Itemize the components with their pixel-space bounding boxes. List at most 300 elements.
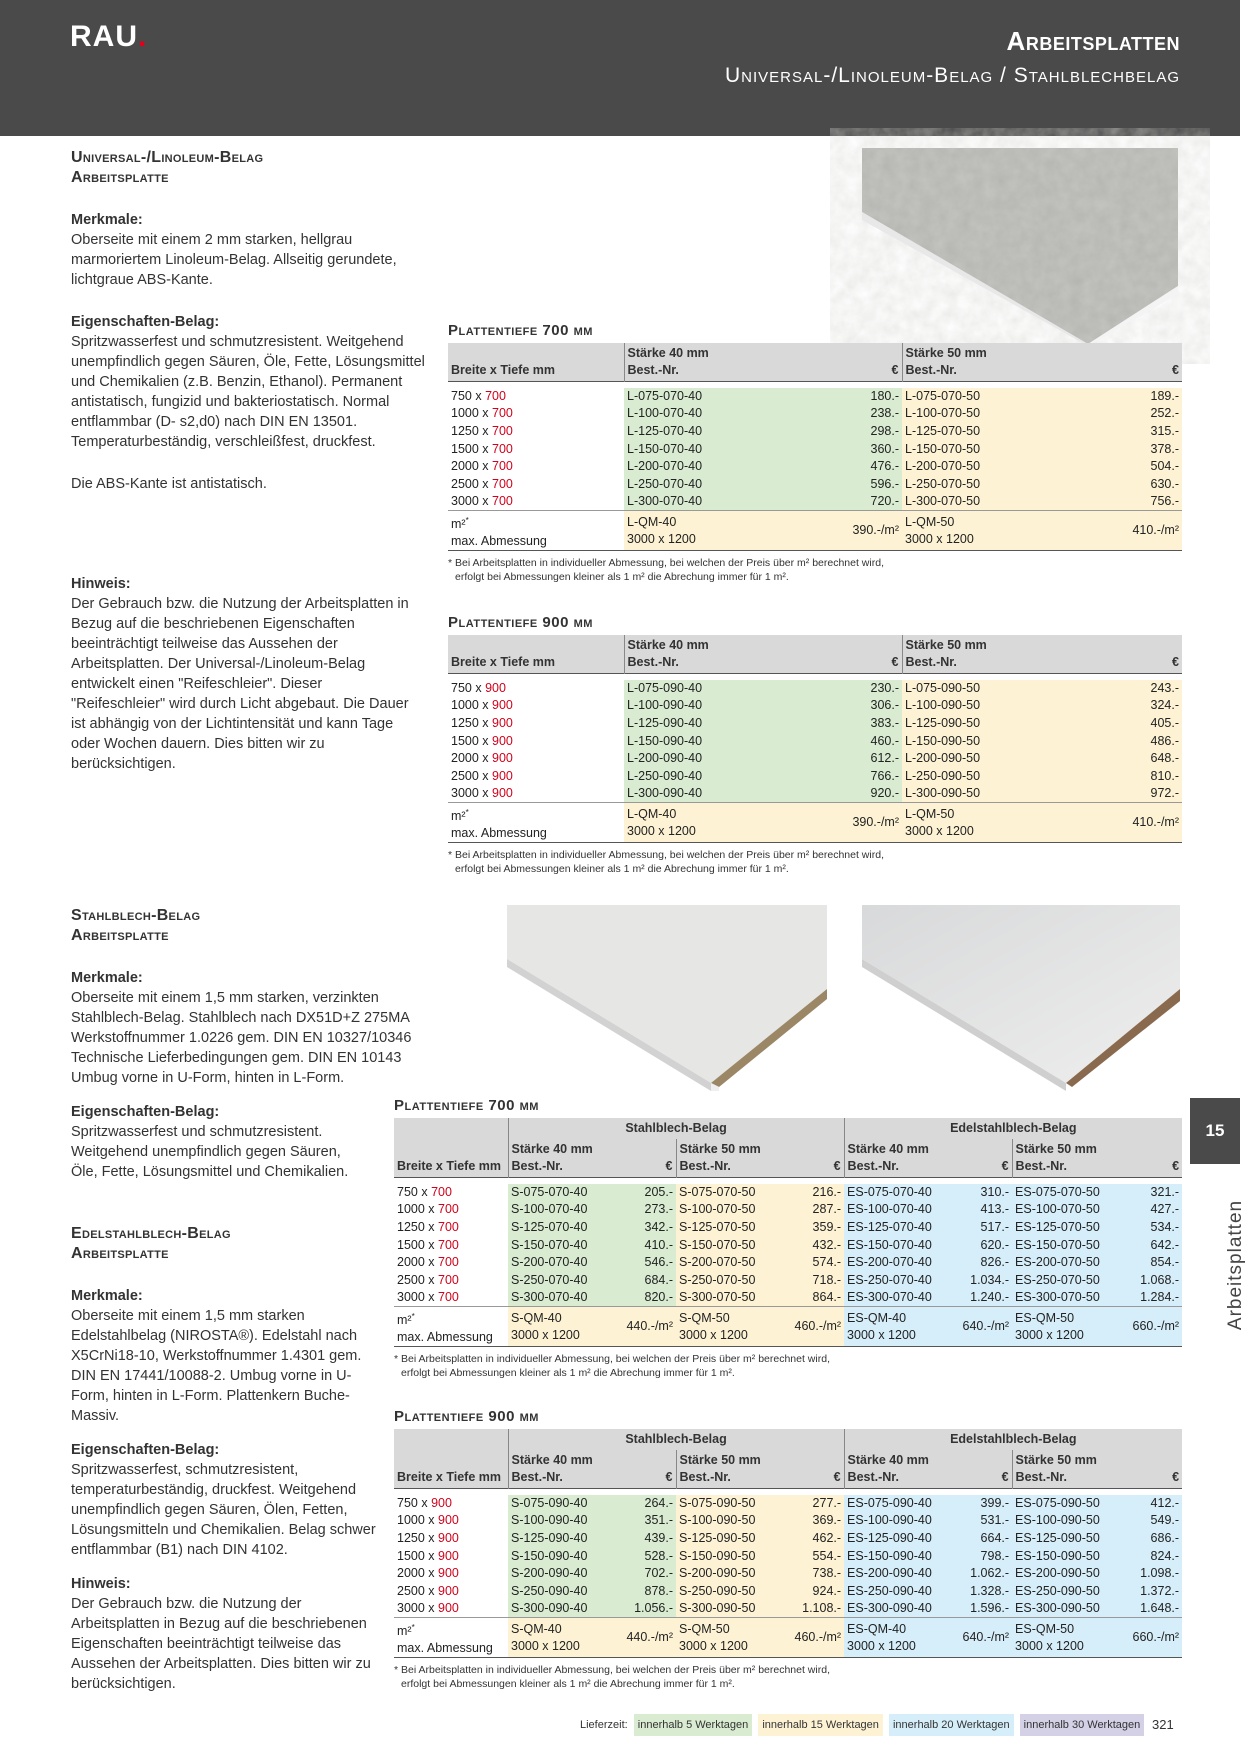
order-number: ES-125-090-50 (1012, 1530, 1120, 1548)
edel-eig-text: Spritzwasserfest, schmutzresistent, temperaturbeständig, druckfest. Weitgehend unempfindlich gegen Säuren, Ölen, Fetten, Lösungsmitteln und Chemikalien. Belag schwer entflammbar (B1) nach DIN 4102. (71, 1462, 376, 1558)
col-s40: Stärke 40 mm (627, 638, 709, 652)
table-row (448, 405, 1182, 423)
group-stahl: Stahlblech-Belag (508, 1118, 844, 1139)
price: 230.- (772, 680, 902, 698)
price: 427.- (1120, 1201, 1182, 1219)
width-value: 1250 (451, 715, 479, 730)
width-value: 1500 (451, 733, 479, 748)
order-number: S-200-070-40 (508, 1254, 616, 1272)
order-number: L-200-070-50 (902, 458, 1078, 476)
qm-row (394, 1307, 1182, 1347)
col-eur: € (1078, 343, 1182, 382)
order-number: S-150-070-50 (676, 1236, 784, 1254)
width-value: 1500 (397, 1548, 425, 1563)
qm-label: m²* max. Abmessung (448, 511, 624, 551)
width-value: 750 (451, 388, 472, 403)
depth-value: 700 (438, 1290, 459, 1305)
order-number: L-100-070-40 (624, 405, 772, 423)
stahl-title: Stahlblech-Belag Arbeitsplatte (71, 907, 201, 944)
qm-price: 640.-/m² (952, 1307, 1012, 1347)
depth-value: 700 (492, 459, 513, 474)
col-eur: € (784, 1139, 844, 1178)
size-cell: 1250 x 700 (397, 1219, 459, 1234)
col-eur: € (1078, 635, 1182, 674)
price: 1.372.- (1120, 1582, 1182, 1600)
stahl-table-900 (394, 1408, 1182, 1691)
linoleum-description (71, 148, 431, 494)
col-eur: € (952, 1450, 1012, 1489)
price: 826.- (952, 1254, 1012, 1272)
price: 574.- (784, 1254, 844, 1272)
price: 612.- (772, 750, 902, 768)
order-number: ES-300-090-40 (844, 1600, 952, 1618)
order-number: L-250-070-40 (624, 475, 772, 493)
qm-price: 390.-/m² (772, 803, 902, 843)
order-number: ES-100-070-40 (844, 1201, 952, 1219)
stahl-merkmale-label: Merkmale: (71, 970, 143, 986)
table-row (394, 1254, 1182, 1272)
width-value: 1250 (397, 1530, 425, 1545)
order-number: L-200-090-50 (902, 750, 1078, 768)
depth-value: 700 (431, 1184, 452, 1199)
depth-value: 900 (438, 1530, 459, 1545)
order-number: ES-250-070-40 (844, 1271, 952, 1289)
price: 205.- (616, 1184, 676, 1202)
depth-value: 700 (485, 388, 506, 403)
size-cell: 750 x 900 (451, 680, 506, 695)
price: 252.- (1078, 405, 1182, 423)
depth-value: 900 (492, 698, 513, 713)
order-number: S-200-090-50 (676, 1565, 784, 1583)
order-number: L-100-070-50 (902, 405, 1078, 423)
price: 238.- (772, 405, 902, 423)
order-number: S-300-090-40 (508, 1600, 616, 1618)
stahl-eig-label: Eigenschaften-Belag: (71, 1104, 220, 1120)
order-number: S-250-070-50 (676, 1271, 784, 1289)
price: 369.- (784, 1512, 844, 1530)
table-row (394, 1289, 1182, 1307)
qm-order-cell: ES-QM-40 3000 x 1200 (844, 1618, 952, 1658)
qm-price: 660.-/m² (1120, 1618, 1182, 1658)
price: 596.- (772, 475, 902, 493)
price: 243.- (1078, 680, 1182, 698)
depth-value: 900 (492, 715, 513, 730)
qm-order-cell: S-QM-50 3000 x 1200 (676, 1307, 784, 1347)
order-number: S-075-070-50 (676, 1184, 784, 1202)
order-number: L-100-090-50 (902, 697, 1078, 715)
qm-price: 460.-/m² (784, 1307, 844, 1347)
width-value: 2500 (451, 768, 479, 783)
col-eur: € (772, 635, 902, 674)
table-row (448, 423, 1182, 441)
edel-description (71, 1224, 391, 1694)
qm-price: 410.-/m² (1078, 803, 1182, 843)
qm-label: m²* max. Abmessung (448, 803, 624, 843)
table-row (448, 440, 1182, 458)
col-best: Best.-Nr. (847, 1470, 899, 1484)
order-number: ES-200-070-40 (844, 1254, 952, 1272)
linoleum-board-image (858, 148, 1182, 346)
order-number: ES-150-070-50 (1012, 1236, 1120, 1254)
group-edel: Edelstahlblech-Belag (844, 1118, 1182, 1139)
price: 321.- (1120, 1184, 1182, 1202)
order-number: L-075-090-50 (902, 680, 1078, 698)
price: 476.- (772, 458, 902, 476)
order-number: S-250-090-50 (676, 1582, 784, 1600)
order-number: L-300-070-40 (624, 493, 772, 511)
delivery-chip-30: innerhalb 30 Werktagen (1020, 1714, 1145, 1736)
price: 1.062.- (952, 1565, 1012, 1583)
price: 664.- (952, 1530, 1012, 1548)
qm-row (394, 1618, 1182, 1658)
delivery-chip-5: innerhalb 5 Werktagen (634, 1714, 752, 1736)
table-row (394, 1582, 1182, 1600)
depth-value: 900 (492, 768, 513, 783)
edel-hinweis-text: Der Gebrauch bzw. die Nutzung der Arbeitsplatten in Bezug auf die beschriebenen Eigenschaften beeinträchtigt teilweise das Aussehen der Arbeitsplatten. Dies bitten wir zu berücksichtigen. (71, 1596, 371, 1692)
col-best: Best.-Nr. (679, 1470, 731, 1484)
footnote: * Bei Arbeitsplatten in individueller Abmessung, bei welchen der Preis über m² berechnet wird, erfolgt bei Abmessungen kleiner als 1 m² die Abrechung immer für 1 m². (448, 849, 884, 876)
price: 686.- (1120, 1530, 1182, 1548)
order-number: ES-200-090-40 (844, 1565, 952, 1583)
order-number: ES-075-070-50 (1012, 1184, 1120, 1202)
stahl-table-700 (394, 1097, 1182, 1380)
qm-order-cell: L-QM-40 3000 x 1200 (624, 803, 772, 843)
price: 1.596.- (952, 1600, 1012, 1618)
price: 864.- (784, 1289, 844, 1307)
table-row (394, 1219, 1182, 1237)
order-number: ES-200-090-50 (1012, 1565, 1120, 1583)
price: 378.- (1078, 440, 1182, 458)
col-s40: Stärke 40 mm (847, 1453, 929, 1467)
qm-order-cell: L-QM-40 3000 x 1200 (624, 511, 772, 551)
order-number: S-125-070-40 (508, 1219, 616, 1237)
order-number: S-125-070-50 (676, 1219, 784, 1237)
price: 620.- (952, 1236, 1012, 1254)
col-s40: Stärke 40 mm (847, 1142, 929, 1156)
col-s40: Stärke 40 mm (511, 1142, 593, 1156)
linoleum-hinweis-label: Hinweis: (71, 576, 131, 592)
size-cell: 1250 x 900 (451, 715, 513, 730)
price: 315.- (1078, 423, 1182, 441)
price: 1.098.- (1120, 1565, 1182, 1583)
linoleum-eig-label: Eigenschaften-Belag: (71, 314, 220, 330)
table-row (448, 785, 1182, 803)
order-number: S-300-070-50 (676, 1289, 784, 1307)
price: 306.- (772, 697, 902, 715)
linoleum-merkmale-label: Merkmale: (71, 212, 143, 228)
size-cell: 2500 x 700 (397, 1272, 459, 1287)
depth-value: 900 (492, 751, 513, 766)
qm-price: 440.-/m² (616, 1307, 676, 1347)
depth-value: 900 (438, 1548, 459, 1563)
table-row (394, 1271, 1182, 1289)
size-cell: 750 x 700 (451, 388, 506, 403)
order-number: ES-300-070-50 (1012, 1289, 1120, 1307)
price: 298.- (772, 423, 902, 441)
price: 412.- (1120, 1495, 1182, 1513)
col-best: Best.-Nr. (511, 1159, 563, 1173)
depth-value: 700 (438, 1202, 459, 1217)
depth-value: 900 (485, 680, 506, 695)
col-eur: € (784, 1450, 844, 1489)
qm-order-cell: S-QM-40 3000 x 1200 (508, 1307, 616, 1347)
price: 413.- (952, 1201, 1012, 1219)
order-number: L-100-090-40 (624, 697, 772, 715)
size-cell: 3000 x 700 (397, 1290, 459, 1305)
qm-price: 390.-/m² (772, 511, 902, 551)
width-value: 1000 (451, 698, 479, 713)
order-number: ES-125-070-50 (1012, 1219, 1120, 1237)
table-row (448, 388, 1182, 406)
size-cell: 2000 x 700 (451, 459, 513, 474)
order-number: ES-200-070-50 (1012, 1254, 1120, 1272)
order-number: ES-250-070-50 (1012, 1271, 1120, 1289)
width-value: 2000 (451, 459, 479, 474)
depth-value: 700 (492, 406, 513, 421)
price: 342.- (616, 1219, 676, 1237)
width-value: 2000 (397, 1566, 425, 1581)
table-row (448, 750, 1182, 768)
stahl-eig-text: Spritzwasserfest und schmutzresistent. Weitgehend unempfindlich gegen Säuren, Öle, Fette, Lösungsmittel und Chemikalien. (71, 1124, 349, 1180)
qm-order-cell: L-QM-50 3000 x 1200 (902, 803, 1078, 843)
col-best: Best.-Nr. (1015, 1159, 1067, 1173)
qm-order-cell: L-QM-50 3000 x 1200 (902, 511, 1078, 551)
col-eur: € (772, 343, 902, 382)
order-number: S-100-070-50 (676, 1201, 784, 1219)
col-eur: € (952, 1139, 1012, 1178)
qm-label: m²* max. Abmessung (394, 1618, 508, 1658)
price: 854.- (1120, 1254, 1182, 1272)
width-value: 2500 (397, 1583, 425, 1598)
price: 287.- (784, 1201, 844, 1219)
size-cell: 1250 x 900 (397, 1530, 459, 1545)
price: 554.- (784, 1547, 844, 1565)
price: 1.068.- (1120, 1271, 1182, 1289)
order-number: L-300-090-40 (624, 785, 772, 803)
col-size: Breite x Tiefe mm (448, 635, 624, 674)
delivery-label: Lieferzeit: (580, 1719, 628, 1731)
depth-value: 900 (438, 1566, 459, 1581)
price: 383.- (772, 715, 902, 733)
price: 820.- (616, 1289, 676, 1307)
size-cell: 1000 x 700 (451, 406, 513, 421)
table-row (394, 1236, 1182, 1254)
size-cell: 3000 x 900 (397, 1601, 459, 1616)
delivery-chip-20: innerhalb 20 Werktagen (889, 1714, 1014, 1736)
footnote: * Bei Arbeitsplatten in individueller Abmessung, bei welchen der Preis über m² berechnet wird, erfolgt bei Abmessungen kleiner als 1 m² die Abrechung immer für 1 m². (394, 1353, 830, 1380)
col-best: Best.-Nr. (1015, 1470, 1067, 1484)
order-number: ES-075-090-50 (1012, 1495, 1120, 1513)
col-best: Best.-Nr. (627, 363, 679, 377)
price: 810.- (1078, 767, 1182, 785)
price: 486.- (1078, 732, 1182, 750)
size-cell: 2000 x 900 (397, 1566, 459, 1581)
order-number: S-250-070-40 (508, 1271, 616, 1289)
qm-price: 660.-/m² (1120, 1307, 1182, 1347)
width-value: 3000 (397, 1601, 425, 1616)
price: 189.- (1078, 388, 1182, 406)
price: 1.284.- (1120, 1289, 1182, 1307)
order-number: S-100-090-50 (676, 1512, 784, 1530)
order-number: L-150-090-50 (902, 732, 1078, 750)
edel-merkmale-text: Oberseite mit einem 1,5 mm starken Edelstahlbelag (NIROSTA®). Edelstahl nach X5CrNi18-10, Werkstoffnummer 1.4301 gem. DIN EN 17441/10088-2. Umbug vorne in U-Form, hinten in L-Form. Plattenkern Buche-Massiv. (71, 1308, 362, 1424)
price: 399.- (952, 1495, 1012, 1513)
order-number: ES-250-090-40 (844, 1582, 952, 1600)
col-size: Breite x Tiefe mm (394, 1450, 508, 1489)
order-number: S-250-090-40 (508, 1582, 616, 1600)
col-best: Best.-Nr. (847, 1159, 899, 1173)
col-eur: € (1120, 1450, 1182, 1489)
width-value: 3000 (397, 1290, 425, 1305)
price: 756.- (1078, 493, 1182, 511)
footnote: * Bei Arbeitsplatten in individueller Abmessung, bei welchen der Preis über m² berechnet wird, erfolgt bei Abmessungen kleiner als 1 m² die Abrechung immer für 1 m². (448, 557, 884, 584)
price: 702.- (616, 1565, 676, 1583)
group-edel: Edelstahlblech-Belag (844, 1429, 1182, 1450)
col-s50: Stärke 50 mm (905, 346, 987, 360)
price: 924.- (784, 1582, 844, 1600)
qm-order-cell: ES-QM-50 3000 x 1200 (1012, 1618, 1120, 1658)
chapter-vertical-label: Arbeitsplatten (1225, 1199, 1246, 1331)
order-number: ES-100-090-40 (844, 1512, 952, 1530)
size-cell: 1500 x 900 (451, 733, 513, 748)
width-value: 2500 (397, 1272, 425, 1287)
linoleum-abs-text: Die ABS-Kante ist antistatisch. (71, 476, 267, 492)
depth-value: 900 (431, 1495, 452, 1510)
width-value: 1000 (397, 1513, 425, 1528)
price: 531.- (952, 1512, 1012, 1530)
stahl-description (71, 906, 431, 1182)
col-best: Best.-Nr. (905, 655, 957, 669)
table-row (394, 1201, 1182, 1219)
table-row (394, 1600, 1182, 1618)
size-cell: 1000 x 700 (397, 1202, 459, 1217)
price: 460.- (772, 732, 902, 750)
edel-merkmale-label: Merkmale: (71, 1288, 143, 1304)
size-cell: 2500 x 900 (451, 768, 513, 783)
col-best: Best.-Nr. (511, 1470, 563, 1484)
linoleum-table-700 (448, 322, 1182, 584)
width-value: 1250 (397, 1219, 425, 1234)
price: 718.- (784, 1271, 844, 1289)
table-row (394, 1547, 1182, 1565)
qm-price: 640.-/m² (952, 1618, 1012, 1658)
order-number: L-150-070-50 (902, 440, 1078, 458)
depth-value: 700 (492, 476, 513, 491)
order-number: S-150-090-50 (676, 1547, 784, 1565)
width-value: 3000 (451, 494, 479, 509)
linoleum-merkmale-text: Oberseite mit einem 2 mm starken, hellgrau marmoriertem Linoleum-Belag. Allseitig gerundete, lichtgraue ABS-Kante. (71, 232, 397, 288)
order-number: ES-300-070-40 (844, 1289, 952, 1307)
order-number: S-125-090-40 (508, 1530, 616, 1548)
table-row (448, 475, 1182, 493)
table-row (448, 767, 1182, 785)
table-row (448, 680, 1182, 698)
price: 1.056.- (616, 1600, 676, 1618)
price: 684.- (616, 1271, 676, 1289)
price: 528.- (616, 1547, 676, 1565)
size-cell: 750 x 900 (397, 1495, 452, 1510)
order-number: L-250-070-50 (902, 475, 1078, 493)
stahl-board-image (505, 905, 829, 1091)
edel-title: Edelstahlblech-Belag Arbeitsplatte (71, 1225, 231, 1262)
price: 439.- (616, 1530, 676, 1548)
order-number: L-250-090-50 (902, 767, 1078, 785)
rau-logo: RAU. (70, 20, 148, 53)
price: 504.- (1078, 458, 1182, 476)
price: 534.- (1120, 1219, 1182, 1237)
order-number: ES-125-070-40 (844, 1219, 952, 1237)
page-number: 321 (1152, 1717, 1174, 1732)
price: 738.- (784, 1565, 844, 1583)
linoleum-title: Universal-/Linoleum-Belag Arbeitsplatte (71, 149, 264, 186)
depth-value: 700 (492, 423, 513, 438)
qm-price: 410.-/m² (1078, 511, 1182, 551)
width-value: 1500 (451, 441, 479, 456)
price: 324.- (1078, 697, 1182, 715)
price: 878.- (616, 1582, 676, 1600)
price: 1.648.- (1120, 1600, 1182, 1618)
price: 273.- (616, 1201, 676, 1219)
depth-value: 700 (438, 1237, 459, 1252)
price: 310.- (952, 1184, 1012, 1202)
order-number: L-300-090-50 (902, 785, 1078, 803)
table-row (394, 1530, 1182, 1548)
order-number: L-075-070-50 (902, 388, 1078, 406)
width-value: 1250 (451, 423, 479, 438)
order-number: ES-100-090-50 (1012, 1512, 1120, 1530)
stahl-900-title: Plattentiefe 900 mm (394, 1408, 539, 1425)
col-s50: Stärke 50 mm (905, 638, 987, 652)
table-row (394, 1565, 1182, 1583)
width-value: 2500 (451, 476, 479, 491)
price: 1.034.- (952, 1271, 1012, 1289)
size-cell: 2000 x 700 (397, 1255, 459, 1270)
price: 180.- (772, 388, 902, 406)
order-number: S-200-070-50 (676, 1254, 784, 1272)
linoleum-table-900 (448, 614, 1182, 876)
width-value: 750 (397, 1184, 418, 1199)
chapter-tab[interactable]: 15 (1190, 1098, 1240, 1164)
order-number: ES-075-070-40 (844, 1184, 952, 1202)
order-number: S-200-090-40 (508, 1565, 616, 1583)
col-s50: Stärke 50 mm (679, 1142, 761, 1156)
price: 1.240.- (952, 1289, 1012, 1307)
order-number: L-075-090-40 (624, 680, 772, 698)
size-cell: 750 x 700 (397, 1184, 452, 1199)
order-number: S-075-070-40 (508, 1184, 616, 1202)
order-number: ES-150-090-40 (844, 1547, 952, 1565)
price: 351.- (616, 1512, 676, 1530)
size-cell: 1000 x 900 (451, 698, 513, 713)
depth-value: 900 (492, 733, 513, 748)
size-cell: 1000 x 900 (397, 1513, 459, 1528)
width-value: 1000 (397, 1202, 425, 1217)
order-number: L-125-090-50 (902, 715, 1078, 733)
order-number: S-100-070-40 (508, 1201, 616, 1219)
col-s50: Stärke 50 mm (1015, 1453, 1097, 1467)
delivery-legend (580, 1714, 1144, 1736)
col-eur: € (616, 1450, 676, 1489)
col-eur: € (1120, 1139, 1182, 1178)
price: 972.- (1078, 785, 1182, 803)
table-row (394, 1495, 1182, 1513)
price: 798.- (952, 1547, 1012, 1565)
size-cell: 3000 x 700 (451, 494, 513, 509)
order-number: ES-250-090-50 (1012, 1582, 1120, 1600)
width-value: 1500 (397, 1237, 425, 1252)
width-value: 2000 (397, 1255, 425, 1270)
order-number: S-300-090-50 (676, 1600, 784, 1618)
